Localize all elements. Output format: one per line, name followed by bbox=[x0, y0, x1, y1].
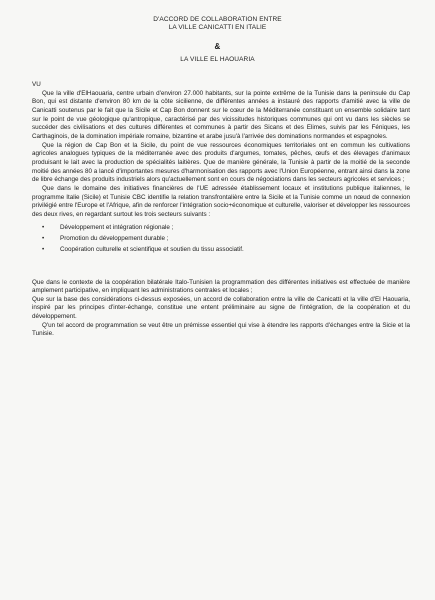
title-line-1: D'ACCORD DE COLLABORATION ENTRE bbox=[153, 16, 282, 23]
document-body bbox=[32, 81, 410, 339]
bullet-icon: • bbox=[42, 245, 45, 253]
paragraph-bilateral-cooperation: Que dans le contexte de la coopération bilatérale Italo-Tunisien la programmation des différentes initiatives est effectuée de manière amplement participative, en impliquant les administrations centrales et locales ; bbox=[32, 278, 410, 295]
paragraph-agriculture-eu: Que la région de Cap Bon et la Sicile, du point de vue ressources économiques territoriales ont en commun les cultivations agricoles analogues typiques de la méditerranée avec des produits d'argumes, tomates, pêches, œufs et des élevages d'animaux produisant le lait avec la production de spécialités laitières. Que de manière générale, la Tunisie à partir de la moitié de la seconde moitié des années 80 a lancé d'importantes mesures d'harmonisation des rapports avec l'Union Européenne, entrant ainsi dans la zone de libre échange des produits industriels alors qu'actuellement sont en cours de négociations dans les secteurs agricoles et services ; bbox=[32, 141, 410, 184]
paragraph-eu-programme: Que dans le domaine des initiatives financières de l'UE adressée établissement locaux et institutions publique italiennes, le programme Italie (Sicile) et Tunisie CBC identifie la relation transfrontalière entre la Sicile et la Tunisie comme un nœud de connexion privilégié entre l'Europe et l'Afrique, afin de renforcer l'intégration socio+économique et culturelle, valoriser et développer les ressources des deux rives, en regardant surtout les trois secteurs suivants : bbox=[32, 184, 410, 218]
list-item: • Coopération culturelle et scientifique et soutien du tissu associatif. bbox=[42, 245, 244, 253]
sector-list bbox=[32, 222, 410, 255]
paragraph-collaboration-agreement: Que sur la base des considérations ci-dessus exposées, un accord de collaboration entre la ville de Canicatti et la ville d'El Haouaria, inspiré par les principes d'inter-échange, constitue une entent préliminaire au signe de l'intégration, de la coopération et du développement. bbox=[32, 295, 410, 321]
list-item: • Promotion du développement durable ; bbox=[42, 234, 169, 242]
title-line-2: LA VILLE CANICATTI EN ITALIE bbox=[168, 24, 267, 31]
bullet-icon: • bbox=[42, 223, 45, 231]
list-item: • Développement et intégration régionale ; bbox=[42, 223, 174, 231]
paragraph-haouaria-history: Que la ville d'ElHaouaria, centre urbain d'environ 27.000 habitants, sur la pointe extrême de la Tunisie dans la peninsule du Cap Bon, qui est distante d'environ 80 km de la côte sicilienne, de différentes années a instauré des rapports d'amitié avec la ville de Canicatti soutenus par le fait que la Sicile et Cap Bon donnent sur le cœur de la Méditerranée constituant un ensemble solidaire tant sur le point de vue géologique qu'antropique, caractérisé par des vicissitudes historiques communes qui ont vu dans les siècles se succéder des civilisations et des cultures différentes et communes à partir des Sicans et des Elimes, suivis par les Féniques, les Carthaginois, de la domination impériale romaine, bizantine et arabe jusu'à l'arrivée des dominations normandes et espagnoles. bbox=[32, 89, 410, 140]
paragraph-programming-agreement: Q'un tel accord de programmation se veut être un prémisse essentiel qui vise à étendre les rapports d'échanges entre la Sicie et la Tunisie. bbox=[32, 321, 410, 338]
bullet-icon: • bbox=[42, 234, 45, 242]
title-ampersand: & bbox=[214, 42, 221, 51]
vu-heading: VU bbox=[32, 81, 41, 88]
title-line-3: LA VILLE EL HAOUARIA bbox=[180, 56, 255, 63]
